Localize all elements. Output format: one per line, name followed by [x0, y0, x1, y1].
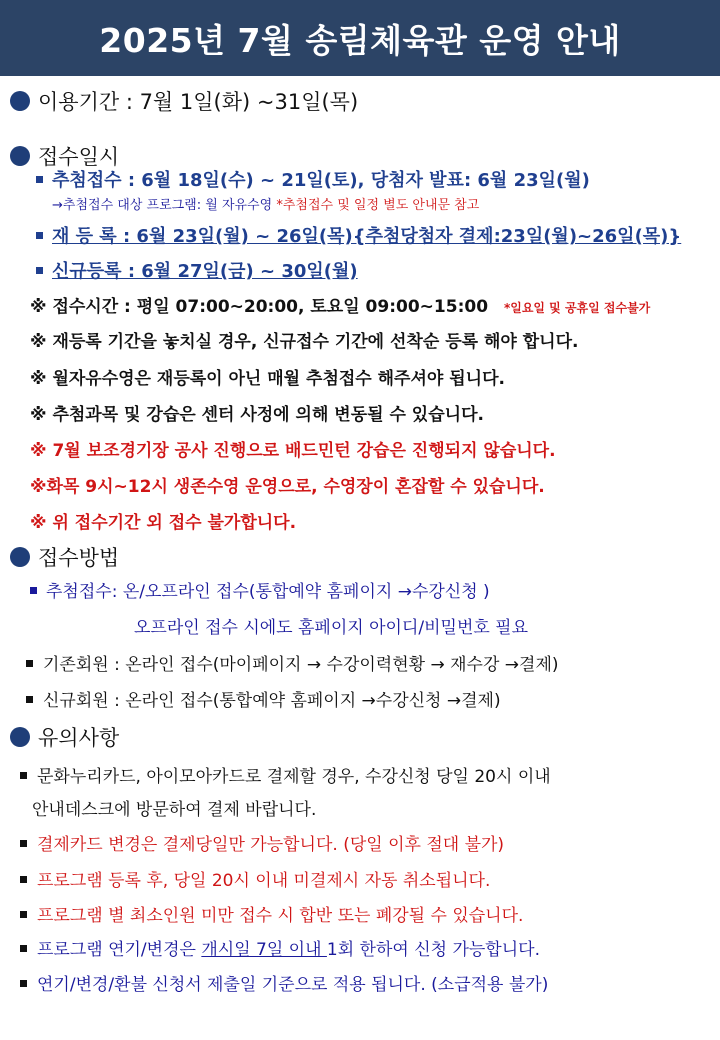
reception-heading: 접수일시: [10, 141, 119, 171]
cautions-heading: 유의사항: [10, 722, 119, 752]
new-register-schedule: 신규등록 : 6월 27일(금) ~ 30일(월): [36, 257, 358, 283]
square-bullet-icon: [36, 232, 43, 239]
caution-red: 결제카드 변경은 결제당일만 가능합니다. (당일 이후 절대 불가): [20, 830, 504, 855]
warning-item: ※ 위 접수기간 외 접수 불가합니다.: [30, 513, 297, 533]
reregister-schedule: 재 등 록 : 6월 23일(월) ~ 26일(목){추첨당첨자 결제:23일(월)~26일(목)}: [36, 222, 681, 248]
warning-item: ※ 7월 보조경기장 공사 진행으로 배드민턴 강습은 진행되지 않습니다.: [30, 441, 556, 461]
square-bullet-icon: [20, 840, 27, 847]
square-bullet-icon: [36, 267, 43, 274]
bullet-icon: [10, 547, 30, 567]
square-bullet-icon: [20, 980, 27, 987]
page-title: 2025년 7월 송림체육관 운영 안내: [0, 0, 720, 76]
caution-card: 문화누리카드, 아이모아카드로 결제할 경우, 수강신청 당일 20시 이내: [20, 762, 551, 787]
square-bullet-icon: [20, 772, 27, 779]
caution-postpone: 프로그램 연기/변경은 개시일 7일 이내 1회 한하여 신청 가능합니다.: [20, 935, 540, 960]
bullet-icon: [10, 146, 30, 166]
square-bullet-icon: [26, 660, 33, 667]
lottery-schedule: 추첨접수 : 6월 18일(수) ~ 21일(토), 당첨자 발표: 6월 23일(월): [36, 166, 590, 192]
square-bullet-icon: [20, 945, 27, 952]
square-bullet-icon: [30, 587, 37, 594]
note-item: ※ 월자유수영은 재등록이 아닌 매월 추첨접수 해주셔야 됩니다.: [30, 369, 505, 389]
caution-red: 프로그램 별 최소인원 미만 접수 시 합반 또는 폐강될 수 있습니다.: [20, 901, 523, 926]
caution-card-cont: 안내데스크에 방문하여 결제 바랍니다.: [32, 800, 317, 820]
usage-period: [10, 86, 358, 116]
method-heading: 접수방법: [10, 542, 119, 572]
bullet-icon: [10, 727, 30, 747]
usage-period-text: 이용기간 : 7월 1일(화) ~31일(목): [38, 90, 359, 114]
square-bullet-icon: [36, 176, 43, 183]
caution-refund: 연기/변경/환불 신청서 제출일 기준으로 적용 됩니다. (소급적용 불가): [20, 970, 548, 995]
method-new: 신규회원 : 온라인 접수(통합예약 홈페이지 →수강신청 →결제): [26, 686, 501, 711]
lottery-note: →추첨접수 대상 프로그램: 월 자유수영 *추첨접수 및 일정 별도 안내문 참고: [52, 198, 480, 213]
method-lottery-sub: 오프라인 접수 시에도 홈페이지 아이디/비밀번호 필요: [134, 618, 529, 638]
square-bullet-icon: [26, 696, 33, 703]
note-item: ※ 추첨과목 및 강습은 센터 사정에 의해 변동될 수 있습니다.: [30, 405, 484, 425]
reception-hours: ※ 접수시간 : 평일 07:00~20:00, 토요일 09:00~15:00 *일요일 및 공휴일 접수불가: [30, 297, 651, 317]
method-lottery: 추첨접수: 온/오프라인 접수(통합예약 홈페이지 →수강신청 ): [30, 577, 490, 602]
warning-item: ※화목 9시~12시 생존수영 운영으로, 수영장이 혼잡할 수 있습니다.: [30, 477, 545, 497]
square-bullet-icon: [20, 911, 27, 918]
bullet-icon: [10, 91, 30, 111]
caution-red: 프로그램 등록 후, 당일 20시 이내 미결제시 자동 취소됩니다.: [20, 866, 490, 891]
note-item: ※ 재등록 기간을 놓치실 경우, 신규접수 기간에 선착순 등록 해야 합니다.: [30, 332, 579, 352]
square-bullet-icon: [20, 876, 27, 883]
method-existing: 기존회원 : 온라인 접수(마이페이지 → 수강이력현황 → 재수강 →결제): [26, 650, 559, 675]
